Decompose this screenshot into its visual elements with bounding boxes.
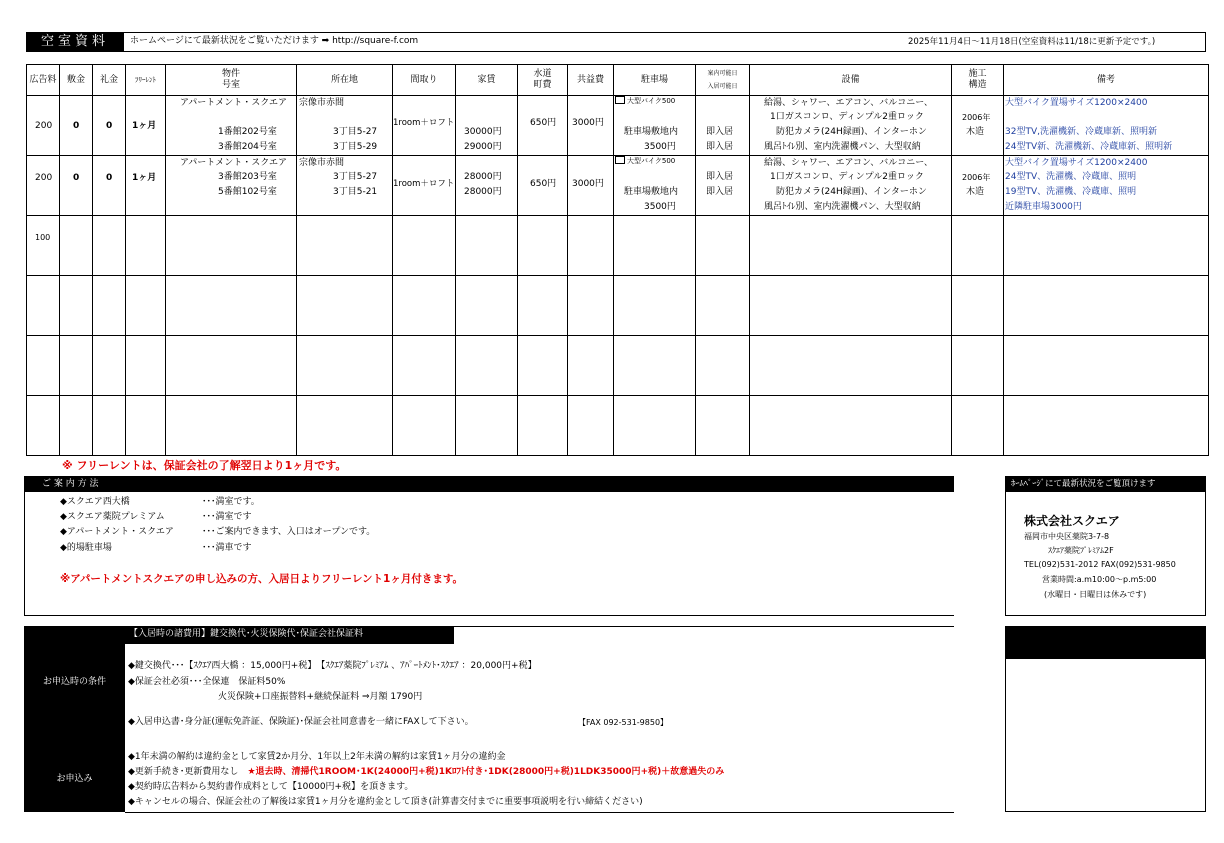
- guide-item-name: ◆スクエア西大橋: [60, 497, 130, 507]
- homepage-notice: ホームページにて最新状況をご覧いただけます ➡ http://square-f.com: [130, 36, 419, 46]
- ad-fee: 200: [35, 173, 53, 183]
- condition-line: ◆契約時広告料から契約書作成料として【10000円+税】を頂きます。: [128, 782, 414, 792]
- page-title: 空室資料: [26, 32, 124, 52]
- equipment-line: 防犯カメラ(24H録画)、インターホン: [776, 187, 927, 197]
- table-row: [27, 336, 1209, 396]
- remark-line: 大型バイク置場サイズ1200×2400: [1005, 158, 1148, 168]
- building-name: アパートメント・スクエア: [180, 158, 288, 168]
- company-notice-bar: ﾎｰﾑﾍﾟｰｼﾞにて最新状況をご覧頂けます: [1005, 476, 1206, 492]
- move-in-date: 即入居: [706, 127, 734, 137]
- deposit: 0: [73, 121, 80, 131]
- condition-line: ◆入居申込書･身分証(運転免許証、保険証)･保証会社同意書を一緒にFAXして下さい。: [128, 717, 474, 727]
- equipment-line: 1口ガスコンロ、ディンプル2重ロック: [770, 112, 924, 122]
- table-row: [27, 276, 1209, 336]
- free-rent-promo: ※アパートメントスクエアの申し込みの方、入居日よりフリーレント1ヶ月付きます。: [60, 573, 464, 585]
- water-fee: 650円: [530, 179, 557, 189]
- parking-onsite: 駐車場敷地内: [624, 187, 679, 197]
- remark-line: 24型TV、洗濯機、冷蔵庫、照明: [1005, 172, 1137, 182]
- company-phone-fax: TEL(092)531-2012 FAX(092)531-9850: [1024, 560, 1176, 569]
- building-name: アパートメント・スクエア: [180, 98, 288, 108]
- move-in-date: 即入居: [706, 172, 734, 182]
- guide-item-name: ◆アパートメント・スクエア: [60, 527, 174, 537]
- company-address: 福岡市中央区薬院3-7-8: [1024, 532, 1110, 541]
- city: 宗像市赤間: [299, 98, 345, 108]
- room-number: 3番館203号室: [218, 172, 277, 182]
- application-label: お申込み: [56, 774, 93, 784]
- conditions-label: お申込時の条件: [42, 677, 106, 687]
- construction-year: 2006年: [962, 113, 991, 122]
- equipment-line: 給湯、シャワー、エアコン、バルコニー、: [764, 158, 933, 168]
- checkbox-icon: [615, 156, 625, 164]
- company-name: 株式会社スクエア: [1024, 514, 1120, 528]
- company-building: ｽｸｴｱ薬院ﾌﾟﾚﾐｱﾑ2F: [1048, 546, 1114, 555]
- city: 宗像市赤間: [299, 158, 345, 168]
- guide-item-status: ･･･ご案内できます、入口はオープンです。: [202, 527, 376, 537]
- listing-period: 2025年11月4日～11月18日(空室資料は11/18に更新予定です。): [908, 37, 1156, 47]
- guide-item-name: ◆スクエア薬院プレミアム: [60, 512, 165, 522]
- parking-fee: 3500円: [644, 202, 676, 212]
- equipment-line: 1口ガスコンロ、ディンプル2重ロック: [770, 172, 924, 182]
- room-number: 3番館204号室: [218, 142, 277, 152]
- address: 3丁目5-21: [333, 187, 378, 197]
- key-money: 0: [106, 121, 113, 131]
- table-row: [27, 96, 1209, 156]
- condition-line: ◆1年未満の解約は違約金として家賃2か月分、1年以上2年未満の解約は家賃1ヶ月分の違約金: [128, 752, 506, 762]
- key-money: 0: [106, 173, 113, 183]
- divider: [125, 812, 954, 813]
- col-ad: 広告料: [27, 65, 60, 96]
- room-number: 5番館102号室: [218, 187, 277, 197]
- rent: 28000円: [464, 172, 502, 182]
- ad-fee: 200: [35, 121, 53, 131]
- equipment-line: 防犯カメラ(24H録画)、インターホン: [776, 127, 927, 137]
- col-construction: 施工 構造: [952, 65, 1004, 96]
- address: 3丁目5-29: [333, 142, 378, 152]
- checkbox-icon: [615, 96, 625, 104]
- structure: 木造: [966, 187, 985, 197]
- equipment-line: 風呂ﾄｲﾚ別、室内洗濯機パン、大型収納: [764, 202, 921, 212]
- parking-onsite: 駐車場敷地内: [624, 127, 679, 137]
- col-rent: 家賃: [456, 65, 518, 96]
- address: 3丁目5-27: [333, 172, 378, 182]
- fax-number: 【FAX 092-531-9850】: [578, 718, 669, 727]
- water-fee: 650円: [530, 118, 557, 128]
- col-layout: 間取り: [393, 65, 456, 96]
- construction-year: 2006年: [962, 173, 991, 182]
- common-fee: 3000円: [572, 118, 604, 128]
- remark-line: 24型TV新、洗濯機新、冷蔵庫新、照明新: [1005, 142, 1173, 152]
- guide-section: [24, 476, 954, 616]
- closed-days: (水曜日・日曜日は休みです): [1044, 590, 1147, 599]
- move-in-date: 即入居: [706, 142, 734, 152]
- rent: 30000円: [464, 127, 502, 137]
- parking-fee: 3500円: [644, 142, 676, 152]
- vacancy-table: [26, 64, 1209, 456]
- business-hours: 営業時間:a.m10:00～p.m5:00: [1042, 575, 1157, 584]
- room-number: 1番館202号室: [218, 127, 277, 137]
- guide-item-status: ･･･満車です: [202, 543, 252, 553]
- col-parking: 駐車場: [614, 65, 696, 96]
- free-rent: 1ヶ月: [132, 121, 157, 131]
- common-fee: 3000円: [572, 179, 604, 189]
- guide-item-name: ◆的場駐車場: [60, 543, 112, 553]
- entry-costs-bar: 【入居時の諸費用】鍵交換代･火災保険代･保証会社保証料: [125, 626, 454, 644]
- condition-line: ◆キャンセルの場合、保証会社の了解後は家賃1ヶ月分を違約金として頂き(計算書交付までに重要事項説明を行い締結ください): [128, 797, 643, 807]
- col-deposit: 敷金: [60, 65, 93, 96]
- structure: 木造: [966, 127, 985, 137]
- col-key-money: 礼金: [93, 65, 126, 96]
- col-property: 物件 号室: [166, 65, 297, 96]
- col-location: 所在地: [297, 65, 393, 96]
- table-row: [27, 156, 1209, 216]
- parking-bike: 大型バイク500: [615, 156, 675, 166]
- rent: 28000円: [464, 187, 502, 197]
- condition-line: 火災保険+口座振替料+継続保証料 ⇒月額 1790円: [218, 692, 423, 702]
- deposit: 0: [73, 173, 80, 183]
- remark-line: 19型TV、洗濯機、冷蔵庫、照明: [1005, 187, 1137, 197]
- ad-fee: 100: [35, 233, 51, 242]
- guide-title: ご 案 内 方 法: [24, 476, 954, 492]
- col-free-rent: ﾌﾘｰﾚﾝﾄ: [126, 65, 166, 96]
- room-layout: 1room＋ロフト: [393, 179, 455, 189]
- guide-item-status: ･･･満室です。: [202, 497, 260, 507]
- equipment-line: 風呂ﾄｲﾚ別、室内洗濯機パン、大型収納: [764, 142, 921, 152]
- table-row: [27, 216, 1209, 276]
- col-equipment: 設備: [750, 65, 952, 96]
- rent: 29000円: [464, 142, 502, 152]
- remark-line: 近隣駐車場3000円: [1005, 202, 1082, 212]
- table-row: [27, 396, 1209, 456]
- col-common-fee: 共益費: [568, 65, 614, 96]
- condition-line: ◆鍵交換代･･･【ｽｸｴｱ西大橋 ：15,000円+税】 【ｽｸｴｱ薬院ﾌﾟﾚﾐｱﾑ 、ｱﾊﾟｰﾄﾒﾝﾄ･ｽｸｴｱ ：20,000円+税】: [128, 661, 537, 671]
- free-rent-note: ※ フリーレントは、保証会社の了解翌日より1ヶ月です。: [62, 459, 347, 472]
- col-dates: 案内可能日 入居可能日: [696, 65, 750, 96]
- col-remarks: 備考: [1004, 65, 1209, 96]
- move-in-date: 即入居: [706, 187, 734, 197]
- remark-line: 32型TV,洗濯機新、冷蔵庫新、照明新: [1005, 127, 1157, 137]
- condition-line: ◆保証会社必須･･･全保連 保証料50%: [128, 677, 286, 687]
- guide-item-status: ･･･満室です: [202, 512, 252, 522]
- equipment-line: 給湯、シャワー、エアコン、バルコニー、: [764, 98, 933, 108]
- col-water: 水道 町費: [518, 65, 568, 96]
- parking-bike: 大型バイク500: [615, 96, 675, 106]
- remark-line: 大型バイク置場サイズ1200×2400: [1005, 98, 1148, 108]
- address: 3丁目5-27: [333, 127, 378, 137]
- room-layout: 1room＋ロフト: [393, 118, 455, 128]
- table-header-row: [27, 65, 1209, 96]
- free-rent: 1ヶ月: [132, 173, 157, 183]
- condition-line: ◆更新手続き･更新費用なし ★退去時、清掃代1ROOM･1K(24000円+税)1Kﾛﾌﾄ付き･1DK(28000円+税)1LDK35000円+税)＋故意過失のみ: [128, 767, 725, 777]
- blank-box-header: [1005, 626, 1206, 659]
